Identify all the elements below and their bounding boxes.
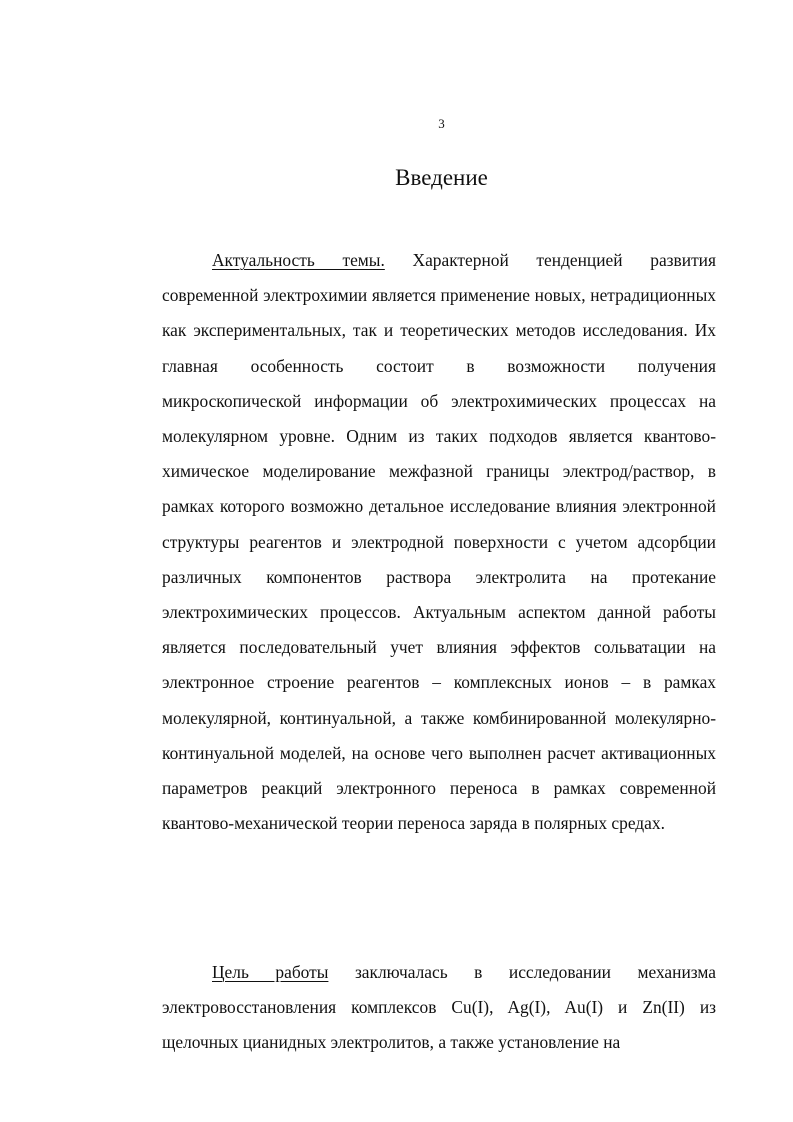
relevance-text: Характерной тенденцией развития современной электрохимии является применение новых, нетрадиционных как экспериментальных, так и теоретических методов исследования. Их главная особенность состоит в возможности получения микроскопической информации об электрохимических процессах на молекулярном уровне. Одним из таких подходов является квантово-химическое моделирование межфазной границы электрод/раствор, в рамках которого возможно детальное исследование влияния электронной структуры реагентов и электродной поверхности с учетом адсорбции различных компонентов раствора электролита на протекание электрохимических процессов. Актуальным аспектом данной работы является последовательный учет влияния эффектов сольватации на электронное строение реагентов – комплексных ионов – в рамках молекулярной, континуальной, а также комбинированной молекулярно-континуальной моделей, на основе чего выполнен расчет активационных параметров реакций электронного переноса в рамках современной квантово-механической теории переноса заряда в полярных средах. xyxy=(162,250,716,834)
paragraph-relevance xyxy=(162,243,716,841)
page-number: 3 xyxy=(438,116,445,131)
paragraph-goal xyxy=(162,955,716,1061)
goal-text: заключалась в исследовании механизма электровосстановления комплексов Cu(I), Ag(I), Au(I) и Zn(II) из щелочных цианидных электролитов, а также установление на xyxy=(162,962,716,1053)
page-title: Введение xyxy=(395,165,488,190)
relevance-lead: Актуальность темы. xyxy=(212,250,385,270)
goal-lead: Цель работы xyxy=(212,962,329,982)
